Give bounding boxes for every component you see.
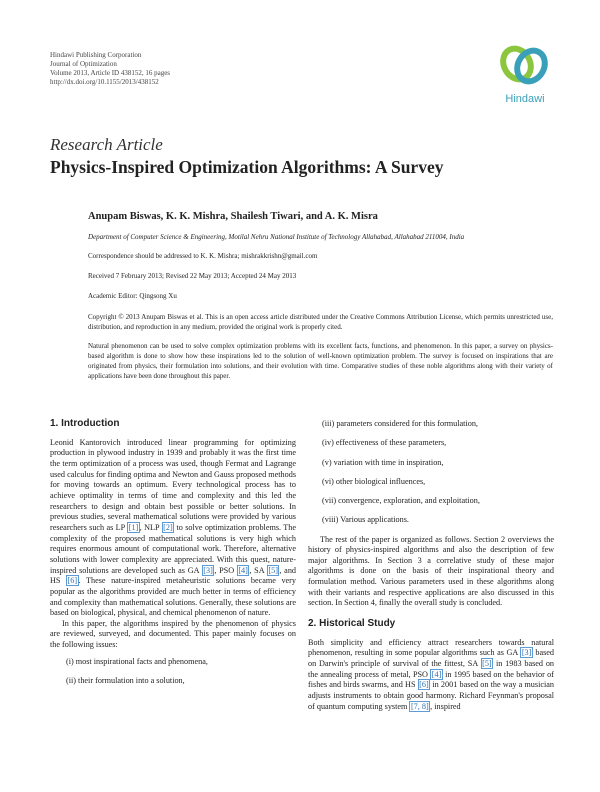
citation-link[interactable]: [1] [128,522,139,532]
history-heading: 2. Historical Study [308,618,396,630]
article-type: Research Article [50,135,163,154]
focus-list [50,657,296,687]
intro-paragraph-3: The rest of the paper is organized as follows. Section 2 overviews the history of physics-inspired algorithms and also the description of few major algorithms. In Section 3 a correlative study of these major algorithms is done on the basis of their inspirational theory and formulation method. Various parameters used in these algorithms along with their variants and respective applications are also discussed in this section. In Section 4, finally the overall study is concluded. [308,534,554,608]
citation-link[interactable]: [4] [238,565,248,575]
list-item: (iv) effectiveness of these parameters, [322,438,447,448]
affiliation: Department of Computer Science & Engineering, Motilal Nehru National Institute of Technology Allahabad, Allahabad 211004, India [88,233,465,241]
intro-paragraph-1: Leonid Kantorovich introduced linear programming for optimizing production in plywood industry in 1939 and probably it was the first time the term optimization of a process was used, though Fermat and Lagrange used calculus for finding optima and Newton and Gauss proposed methods for moving towards an optimum. Every technological process has to achieve optimality in terms of time and complexity and this led the researchers to design and obtain best possible or better solutions. In previous studies, several mathematical solutions were provided by various researchers such as LP [1] , NLP [2] to solve optimization problems. The complexity of the proposed mathematical solutions is very high which requires enormous amount of computational work. Therefore, alternative solutions with lower complexity are appreciated. With this quest, nature-inspired solutions are developed such as GA [3] , PSO [4] , SA [5] , and HS [6] . These nature-inspired metaheuristic solutions became very popular as the algorithms provided are much better in terms of efficiency and complexity than mathematical solutions. Generally, these solutions are based on biological, physical, and chemical phenomenon of nature. [50,437,297,618]
list-item: (v) variation with time in inspiration, [322,457,444,467]
left-column [50,419,296,695]
citation-link[interactable]: [3] [521,648,532,658]
page-title: Physics-Inspired Optimization Algorithms: A Survey [50,157,444,177]
academic-editor: Academic Editor: Qingsong Xu [88,292,177,300]
citation-link[interactable]: [3] [203,565,213,575]
hindawi-logo [495,40,555,108]
focus-list-continued [308,419,554,526]
list-item: (iii) parameters considered for this formulation, [322,419,478,428]
hindawi-logo-text: Hindawi [505,93,545,105]
authors: Anupam Biswas, K. K. Mishra, Shailesh Tiwari, and A. K. Misra [88,211,378,222]
correspondence: Correspondence should be addressed to K. K. Mishra; mishrakkrishn@gmail.com [88,252,318,260]
list-item: (i) most inspirational facts and phenomena, [66,656,208,666]
citation-link[interactable]: [5] [482,659,492,669]
list-item: (viii) Various applications. [322,515,409,525]
volume-line: Volume 2013, Article ID 438152, 16 pages [50,69,171,77]
citation-link[interactable]: [2] [163,522,173,532]
header-meta [50,51,170,87]
history-paragraph: Both simplicity and efficiency attract researchers towards natural phenomenon, resulting in some popular algorithms such as GA [3] based on Darwin's principle of survival of the fittest, SA [5] in 1983 based on the annealing process of metal, PSO [4] in 1995 based on the behavior of fishes and birds swarms, and HS [6] in 2001 based on the way a musician adjusts instruments to obtain good harmony. Richard Feynman's proposal of quantum computing system [7, 8] , inspired [308,637,555,711]
citation-link[interactable]: [7, 8] [410,701,429,711]
abstract: Natural phenomenon can be used to solve complex optimization problems with its excellent facts, functions, and phenomenon. In this paper, a survey on physics-based algorithm is done to show how these inspirations led to the solution of well-known optimization problem. The survey is focused on inspirations that are originated from physics, their formulation into solutions, and their evolution with time. Comparative studies of these noble algorithms along with their variety of applications have been done throughout this paper. [88,342,553,380]
intro-heading: 1. Introduction [50,418,120,429]
list-item: (vi) other biological influences, [322,476,426,486]
copyright-notice: Copyright © 2013 Anupam Biswas et al. This is an open access article distributed under the Creative Commons Attribution License, which permits unrestricted use, distribution, and reproduction in any medium, provided the original work is properly cited. [88,313,553,331]
doi-link[interactable]: http://dx.doi.org/10.1155/2013/438152 [50,78,159,86]
hindawi-logo-icon [495,40,555,92]
list-item: (ii) their formulation into a solution, [66,676,185,686]
citation-link[interactable]: [5] [268,565,278,575]
citation-link[interactable]: [4] [431,669,442,679]
list-item: (vii) convergence, exploration, and exploitation, [322,496,480,505]
publisher-name: Hindawi Publishing Corporation [50,51,142,59]
intro-paragraph-2: In this paper, the algorithms inspired by the phenomenon of physics are reviewed, surveyed, and documented. This paper mainly focuses on the following issues: [50,618,296,650]
citation-link[interactable]: [6] [419,680,429,690]
journal-name: Journal of Optimization [50,60,117,68]
right-column [308,419,554,712]
citation-link[interactable]: [6] [67,576,78,586]
dates: Received 7 February 2013; Revised 22 May 2013; Accepted 24 May 2013 [88,272,297,280]
